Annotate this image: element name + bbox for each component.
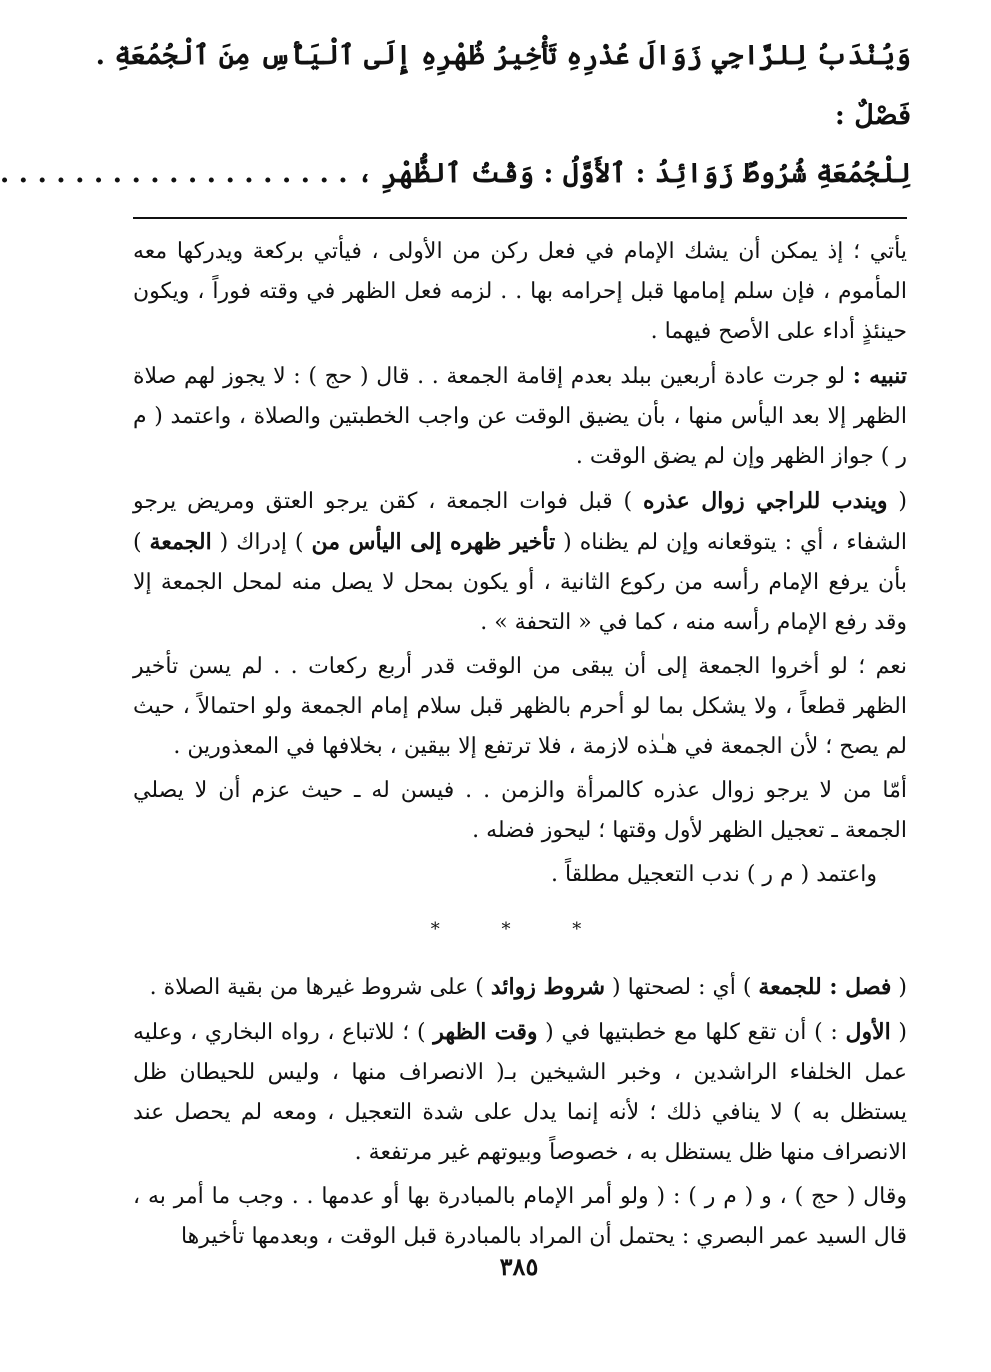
page-number: ٣٨٥: [499, 1252, 539, 1281]
commentary-paragraph-5: أمّا من لا يرجو زوال عذره كالمرأة والزمن . . فيسن له ـ حيث عزم أن لا يصلي الجمعة ـ تعجيل الظهر لأول وقتها ؛ ليحوز فضله .: [133, 778, 907, 843]
text-span: (: [887, 489, 908, 514]
commentary-body: [133, 232, 907, 1261]
section-divider-stars: * * *: [430, 919, 610, 940]
commentary-paragraph-9: وقال ( حج ) ، و ( م ر ) : ( ولو أمر الإمام بالمبادرة بها أو عدمها . . وجب ما أمر به ، قال السيد عمر البصري : يحتمل أن المراد بالمبادرة قبل الوقت ، وبعدمها تأخيرها: [133, 1184, 907, 1249]
matn-dots: . . . . . . . . . . . . . . . . . . .: [0, 158, 348, 189]
commentary-paragraph-8: [133, 1012, 907, 1173]
matn-line-3-text: لِلْجُمُعَةِ شُرُوطٌ زَوَائِدُ : ٱلأَوَّلُ : وَقْتُ ٱلظُّهْرِ ،: [357, 158, 911, 189]
matn-section-heading: فَصْلٌ :: [834, 100, 911, 131]
text-span: ) قبل فوات الجمعة ، كقن يرجو العتق ومريض يرجو الشفاء ، أي : يتوقعانه وإن لم يظناه (: [133, 489, 908, 555]
text-span: (: [891, 975, 907, 1000]
text-span: ) ؛ للاتباع ، رواه البخاري ، وعليه عمل الخلفاء الراشدين ، وخبر الشيخين بـ( الانصراف منها ، وليس للحيطان ظل يستظل به ) لا ينافي ذلك ؛ لأنه إنما يدل على شدة التعجيل ، ومعه لم يحصل عند الانصراف منها ظل يستظل به ، خصوصاً وبيوتهم غير مرتفعة .: [133, 1020, 907, 1165]
matn-line-1: وَيُنْدَبُ لِلرَّاجِي زَوَالَ عُذْرِهِ تَأْخِيرُ ظُهْرِهِ إِلَى ٱلْيَأْسِ مِنَ ٱلْجُمُعَةِ .: [95, 40, 911, 71]
note-text: لو جرت عادة أربعين ببلد بعدم إقامة الجمعة . . قال ( حج ) : لا يجوز لهم صلاة الظهر إلا بعد اليأس منها ، بأن يضيق الوقت عن واجب الخطبتين والصلاة ، واعتمد ( م ر ) جواز الظهر وإن لم يضق الوقت .: [133, 364, 907, 469]
matn-quote: الأول: [845, 1019, 891, 1045]
commentary-paragraph-3: [133, 481, 907, 643]
matn-quote: وقت الظهر: [433, 1019, 538, 1045]
matn-quote: الجمعة: [149, 529, 212, 555]
matn-quote: ويندب للراجي زوال عذره: [642, 488, 888, 514]
text-span: ) على شروط غيرها من بقية الصلاة .: [149, 975, 491, 1000]
text-span: ) بأن يرفع الإمام رأسه من ركوع الثانية ، أو يكون بمحل لا يصل منه لمحل الجمعة إلا وقد رفع الإمام رأسه منه ، كما في « التحفة » .: [133, 530, 907, 635]
text-span: ) إدراك (: [211, 530, 312, 555]
text-span: : ) أن تقع كلها مع خطبتيها في (: [537, 1020, 846, 1045]
text-span: (: [890, 1020, 908, 1045]
commentary-paragraph-2: [133, 356, 907, 477]
note-label: تنبيه :: [852, 363, 907, 389]
matn-quote: تأخير ظهره إلى اليأس من: [311, 529, 556, 555]
matn-quote: فصل : للجمعة: [758, 974, 892, 1000]
separator-rule: [133, 217, 907, 219]
commentary-paragraph-6: واعتمد ( م ر ) ندب التعجيل مطلقاً .: [550, 862, 877, 887]
matn-quote: شروط زوائد: [490, 974, 606, 1000]
commentary-paragraph-1: يأتي ؛ إذ يمكن أن يشك الإمام في فعل ركن من الأولى ، فيأتي بركعة ويدركها معه المأموم ، فإن سلم إمامها قبل إحرامه بها . . لزمه فعل الظهر في وقته فوراً ، ويكون حينئذٍ أداء على الأصح فيهما .: [133, 239, 907, 344]
commentary-paragraph-4: نعم ؛ لو أخروا الجمعة إلى أن يبقى من الوقت قدر أربع ركعات . . لم يسن تأخير الظهر قطعاً ، ولا يشكل بما لو أحرم بالظهر قبل سلام إمام الجمعة ولو احتمالاً ، حيث لم يصح ؛ لأن الجمعة في هـٰذه لازمة ، فلا ترتفع إلا بيقين ، بخلافها في المعذورين .: [133, 654, 907, 759]
text-span: ) أي : لصحتها (: [605, 975, 759, 1000]
matn-line-3: [0, 158, 911, 190]
commentary-paragraph-7: [133, 967, 907, 1008]
